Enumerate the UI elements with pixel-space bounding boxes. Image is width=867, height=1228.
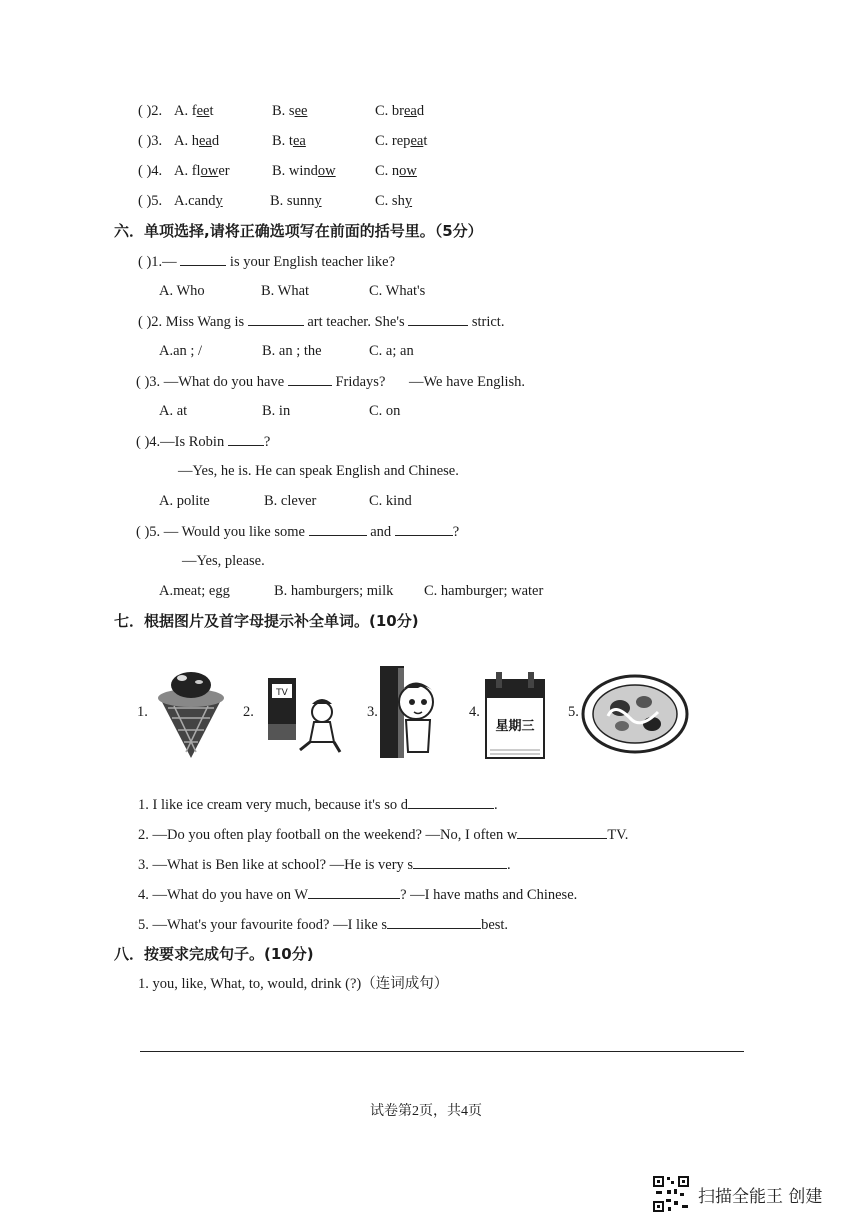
s6-q5-reply: —Yes, please. <box>182 553 265 569</box>
food-bowl-icon <box>580 672 690 756</box>
answer-blank[interactable] <box>228 431 264 446</box>
s7-sentence-1: 1. I like ice cream very much, because it's so d . <box>138 794 498 815</box>
picture-label-5: 5. <box>568 704 579 720</box>
answer-blank[interactable] <box>248 311 304 326</box>
s8-q1: 1. you, like, What, to, would, drink (?)（连词成句） <box>138 976 449 992</box>
answer-blank[interactable] <box>288 371 332 386</box>
phonics-q4 <box>138 161 417 181</box>
answer-bracket[interactable]: ( )5. <box>138 193 163 209</box>
option-a: A. head <box>174 133 220 149</box>
answer-blank[interactable] <box>408 311 468 326</box>
s6-q3: ( )3. —What do you have Fridays? —We have English. <box>136 371 525 392</box>
s6-q4: ( )4.—Is Robin ? <box>136 431 270 452</box>
section6-heading: 六．单项选择,请将正确选项写在前面的括号里。（5分） <box>114 222 483 240</box>
s6-q5: ( )5. — Would you like some and ? <box>136 521 459 542</box>
camscanner-watermark: 扫描全能王 创建 <box>698 1187 823 1207</box>
answer-bracket[interactable]: ( )4. <box>138 163 163 179</box>
answer-blank[interactable] <box>309 521 367 536</box>
calendar-icon <box>484 670 546 760</box>
picture-label-1: 1. <box>137 704 148 720</box>
picture-label-3: 3. <box>367 704 378 720</box>
phonics-q5 <box>138 191 413 211</box>
answer-line[interactable] <box>140 1051 744 1052</box>
option-b: B. window <box>272 163 336 179</box>
option-c: C. now <box>375 163 417 179</box>
s6-q5-options: A.meat; egg B. hamburgers; milk C. hamburger; water <box>159 583 544 599</box>
qr-code-icon <box>652 1175 690 1213</box>
answer-blank[interactable] <box>395 521 453 536</box>
s6-q1-options: A. Who B. What C. What's <box>159 283 426 299</box>
page-footer: 试卷第2页，共4页 <box>370 1104 482 1119</box>
answer-bracket[interactable]: ( )2. <box>138 103 163 119</box>
answer-blank[interactable] <box>308 884 400 899</box>
section8-heading: 八．按要求完成句子。(10分) <box>114 945 314 963</box>
s6-q4-reply: —Yes, he is. He can speak English and Chinese. <box>178 463 459 479</box>
s7-sentence-3: 3. —What is Ben like at school? —He is very s . <box>138 854 511 875</box>
picture-label-4: 4. <box>469 704 480 720</box>
option-a: A.candy <box>174 193 223 209</box>
ice-cream-icon <box>154 668 228 760</box>
option-c: C. repeat <box>375 133 428 149</box>
option-c: C. bread <box>375 103 425 119</box>
option-a: A. feet <box>174 103 214 119</box>
s6-q4-options: A. polite B. clever C. kind <box>159 493 412 509</box>
option-b: B. tea <box>272 133 306 149</box>
calendar-day-label: 星期三 <box>495 719 535 734</box>
phonics-q2 <box>138 101 425 121</box>
answer-bracket[interactable]: ( )3. —What do you have <box>136 374 285 390</box>
picture-label-2: 2. <box>243 704 254 720</box>
option-b: B. sunny <box>270 193 322 209</box>
shy-boy-icon <box>380 666 440 760</box>
s7-sentence-4: 4. —What do you have on W ? —I have maths and Chinese. <box>138 884 577 905</box>
answer-bracket[interactable]: ( )1.— <box>138 254 177 270</box>
option-b: B. see <box>272 103 308 119</box>
option-c: C. shy <box>375 193 413 209</box>
s6-q1: ( )1.— is your English teacher like? <box>138 251 395 272</box>
answer-bracket[interactable]: ( )3. <box>138 133 163 149</box>
s6-q2: ( )2. Miss Wang is art teacher. She's strict. <box>138 311 504 332</box>
s7-sentence-5: 5. —What's your favourite food? —I like s best. <box>138 914 508 935</box>
answer-bracket[interactable]: ( )4.—Is Robin <box>136 434 225 450</box>
answer-blank[interactable] <box>180 251 226 266</box>
answer-blank[interactable] <box>408 794 494 809</box>
phonics-q3 <box>138 131 428 151</box>
answer-blank[interactable] <box>387 914 481 929</box>
watch-tv-icon <box>264 670 344 756</box>
option-a: A. flower <box>174 163 230 179</box>
answer-blank[interactable] <box>413 854 507 869</box>
answer-bracket[interactable]: ( )2. Miss Wang is <box>138 314 245 330</box>
tv-screen-label: TV <box>276 688 288 698</box>
s7-sentence-2: 2. —Do you often play football on the weekend? —No, I often w TV. <box>138 824 628 845</box>
answer-bracket[interactable]: ( )5. — Would you like some <box>136 524 305 540</box>
s6-q2-options: A.an ; / B. an ; the C. a; an <box>159 343 414 359</box>
s6-q3-options: A. at B. in C. on <box>159 403 401 419</box>
section7-heading: 七．根据图片及首字母提示补全单词。(10分) <box>114 612 419 630</box>
answer-blank[interactable] <box>517 824 607 839</box>
